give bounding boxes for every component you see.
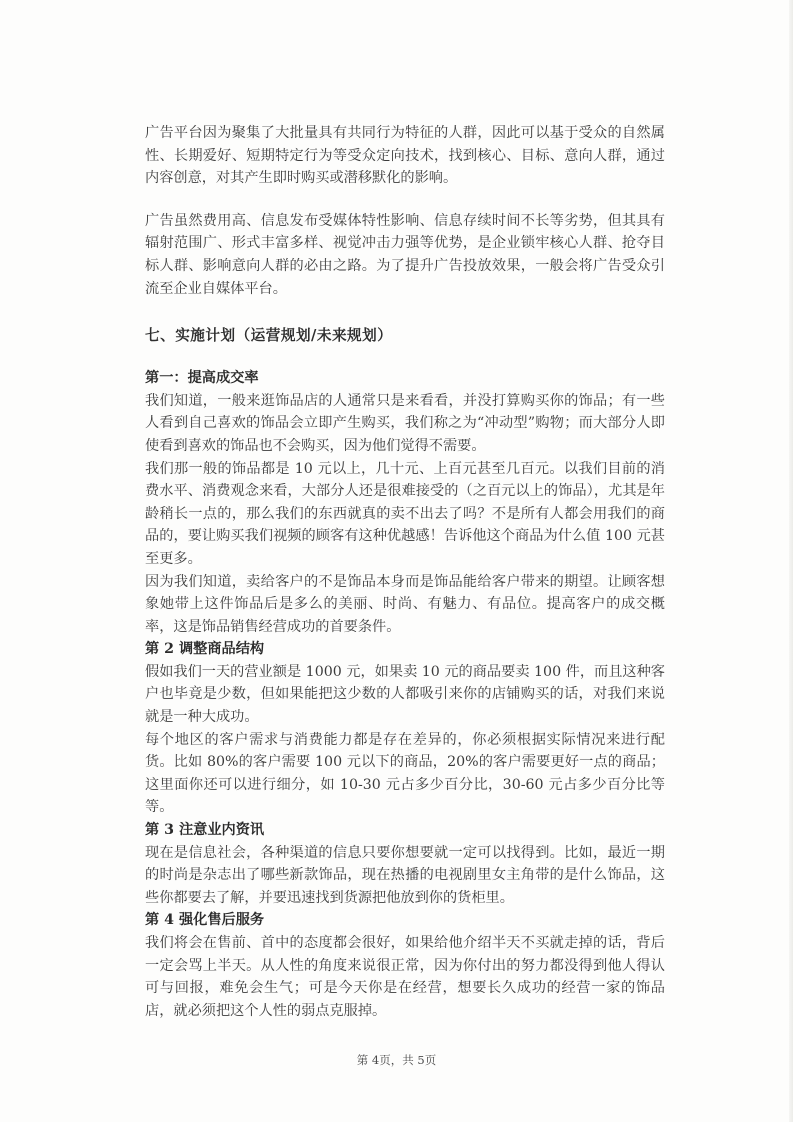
plan-item-2 — [145, 638, 665, 819]
page-content — [145, 122, 665, 1022]
scan-edge — [789, 0, 793, 1122]
plan-item-4 — [145, 909, 665, 1022]
plan-item-paragraph: 假如我们一天的营业额是 1000 元，如果卖 10 元的商品要卖 100 件，而且这种客户也毕竟是少数，但如果能把这少数的人都吸引来你的店铺购买的话，对我们来说就是一种大成功。 — [145, 663, 665, 726]
plan-item-1 — [145, 367, 665, 638]
page-number-footer: 第 4页，共 5页 — [356, 1053, 437, 1067]
plan-item-paragraph: 我们知道，一般来逛饰品店的人通常只是来看看，并没打算购买你的饰品；有一些人看到自己喜欢的饰品会立即产生购买，我们称之为“冲动型”购物；而大部分人即使看到喜欢的饰品也不会购买，因为他们觉得不需要。 — [145, 392, 665, 454]
section-title: 七、实施计划（运营规划/未来规划） — [145, 327, 393, 345]
paragraph-ad-cost: 广告虽然费用高、信息发布受媒体特性影响、信息存续时间不长等劣势，但其具有辐射范围广、形式丰富多样、视觉冲击力强等优势，是企业锁牢核心人群、抢夺目标人群、影响意向人群的必由之路。为了提升广告投放效果，一般会将广告受众引流至企业自媒体平台。 — [145, 212, 665, 297]
plan-item-paragraph: 我们那一般的饰品都是 10 元以上，几十元、上百元甚至几百元。以我们目前的消费水平、消费观念来看，大部分人还是很难接受的（之百元以上的饰品），尤其是年龄稍长一点的，那么我们的东西就真的卖不出去了吗？不是所有人都会用我们的商品的，要让购买我们视频的顾客有这种优越感！告诉他这个商品为什么值 100 元甚至更多。 — [145, 460, 665, 567]
plan-item-3 — [145, 819, 665, 909]
plan-item-paragraph: 因为我们知道，卖给客户的不是饰品本身而是饰品能给客户带来的期望。让顾客想象她带上这件饰品后是多么的美丽、时尚、有魅力、有品位。提高客户的成交概率，这是饰品销售经营成功的首要条件。 — [145, 573, 665, 635]
plan-item-heading: 第 4 强化售后服务 — [145, 912, 265, 929]
plan-item-heading: 第 2 调整商品结构 — [145, 641, 265, 658]
plan-item-paragraph: 每个地区的客户需求与消费能力都是存在差异的，你必须根据实际情况来进行配货。比如 80%的客户需要 100 元以下的商品，20%的客户需要更好一点的商品；这里面你还可以进行细分，如 10-30 元占多少百分比，30-60 元占多少百分比等等。 — [145, 731, 665, 816]
paragraph-ad-platform: 广告平台因为聚集了大批量具有共同行为特征的人群，因此可以基于受众的自然属性、长期爱好、短期特定行为等受众定向技术，找到核心、目标、意向人群，通过内容创意，对其产生即时购买或潜移默化的影响。 — [145, 125, 665, 187]
plan-item-heading: 第 3 注意业内资讯 — [145, 822, 265, 839]
plan-item-paragraph: 现在是信息社会，各种渠道的信息只要你想要就一定可以找得到。比如，最近一期的时尚是杂志出了哪些新款饰品，现在热播的电视剧里女主角带的是什么饰品，这些你都要去了解，并要迅速找到货源把他放到你的货柜里。 — [145, 844, 665, 906]
plan-item-paragraph: 我们将会在售前、首中的态度都会很好，如果给他介绍半天不买就走掉的话，背后一定会骂上半天。从人性的角度来说很正常，因为你付出的努力都没得到他人得认可与回报，难免会生气；可是今天你是在经营，想要长久成功的经营一家的饰品店，就必须把这个人性的弱点克服掉。 — [145, 935, 665, 1019]
plan-item-heading: 第一：提高成交率 — [145, 370, 259, 387]
